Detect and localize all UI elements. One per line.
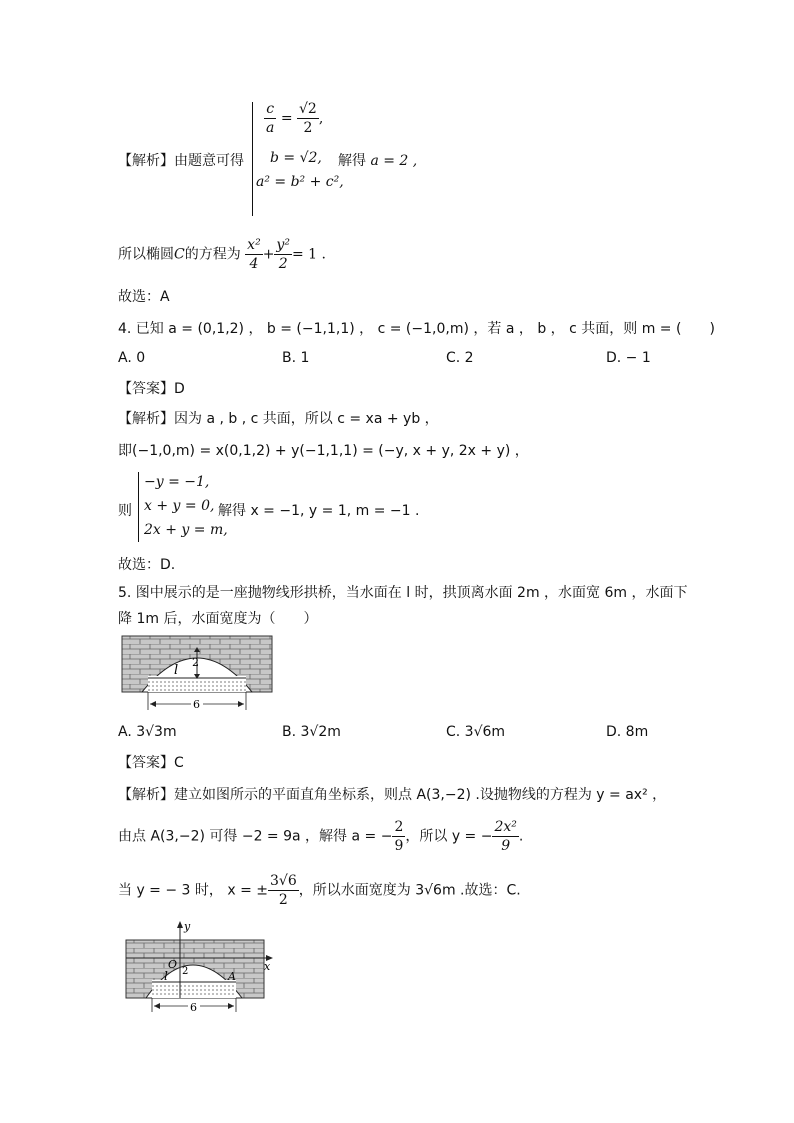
bridge-figure	[120, 634, 274, 712]
q4-option-b: B. 1	[282, 350, 310, 366]
q4-system-brace	[138, 472, 139, 542]
q5-option-a: A. 3√3m	[118, 724, 177, 740]
fig2-label-l: l	[164, 969, 168, 983]
q4-stem: 4. 已知 a = (0,1,2) ， b = (−1,1,1) ， c = (−1,0,m) ，若 a ， b ， c 共面，则 m = ( )	[118, 321, 715, 337]
q4-answer: 【答案】D	[118, 381, 185, 397]
q4-sol-line2: 即(−1,0,m) = x(0,1,2) + y(−1,1,1) = (−y, x + y, 2x + y) ，	[118, 443, 529, 459]
q5-option-d: D. 8m	[606, 724, 649, 740]
sol3-choose: 故选：A	[118, 289, 170, 305]
q5-stem-line1: 5. 图中展示的是一座抛物线形拱桥，当水面在 l 时，拱顶离水面 2m ，水面宽 6m ，水面下	[118, 585, 688, 601]
sol3-solve: 解得 a = 2 ,	[338, 153, 418, 169]
fig-label-6: 6	[193, 698, 200, 711]
q4-sys1: −y = −1,	[144, 474, 210, 490]
q5-sol-line3: 当 y = − 3 时， x = ± $\frac{3√6}{2}$ ，所以水面宽度为 3√6m .故选：C.	[118, 873, 521, 908]
q4-option-c: C. 2	[446, 350, 474, 366]
q5-option-b: B. 3√2m	[282, 724, 341, 740]
sol3-sys-line1: $\frac{c}{a}$ = $\frac{√2}{2}$ ,	[266, 101, 324, 136]
bridge-coordinate-figure	[124, 918, 274, 1014]
q4-sys3: 2x + y = m,	[144, 522, 228, 538]
sol3-label: 【解析】由题意可得	[118, 153, 244, 169]
q5-sol-line2: 由点 A(3,−2) 可得 −2 = 9a ，解得 a = − $\frac{2}{9}$ ，所以 y = − $\frac{\text{2x²}}{9}$ .	[118, 819, 524, 854]
fig2-label-x: x	[264, 960, 271, 973]
q4-sys2: x + y = 0,	[144, 498, 215, 514]
q4-sol-line1: 【解析】因为 a , b , c 共面，所以 c = xa + yb ，	[118, 411, 439, 427]
q5-option-c: C. 3√6m	[446, 724, 506, 740]
sol3-sys-line2: b = √2,	[270, 150, 322, 166]
fig2-label-a: A	[228, 970, 236, 983]
q4-option-a: A. 0	[118, 350, 146, 366]
fig2-label-o: O	[168, 958, 178, 971]
q4-sys-pre: 则	[118, 503, 132, 519]
q5-stem-line2: 降 1m 后，水面宽度为（ ）	[118, 611, 318, 627]
q4-choose: 故选：D.	[118, 557, 176, 573]
sol3-sys-line3: a² = b² + c²,	[256, 174, 344, 190]
q4-sys-post: 解得 x = −1, y = 1, m = −1 .	[218, 503, 420, 519]
system-brace	[252, 102, 253, 216]
q5-answer: 【答案】C	[118, 755, 184, 771]
fig-label-2: 2	[192, 656, 199, 669]
fig-label-l: l	[174, 663, 179, 678]
fig2-label-y: y	[184, 920, 191, 933]
fig2-label-6: 6	[190, 1001, 197, 1014]
fig2-label-2: 2	[182, 966, 189, 977]
sol3-ellipse-line: 所以椭圆C的方程为 $\frac{\text{x²}}{4}$ + $\frac{\text{y²}}{2}$ = 1 .	[118, 237, 326, 272]
q4-option-d: D. − 1	[606, 350, 651, 366]
q5-sol-line1: 【解析】建立如图所示的平面直角坐标系，则点 A(3,−2) .设抛物线的方程为 y = ax² ，	[118, 787, 667, 803]
